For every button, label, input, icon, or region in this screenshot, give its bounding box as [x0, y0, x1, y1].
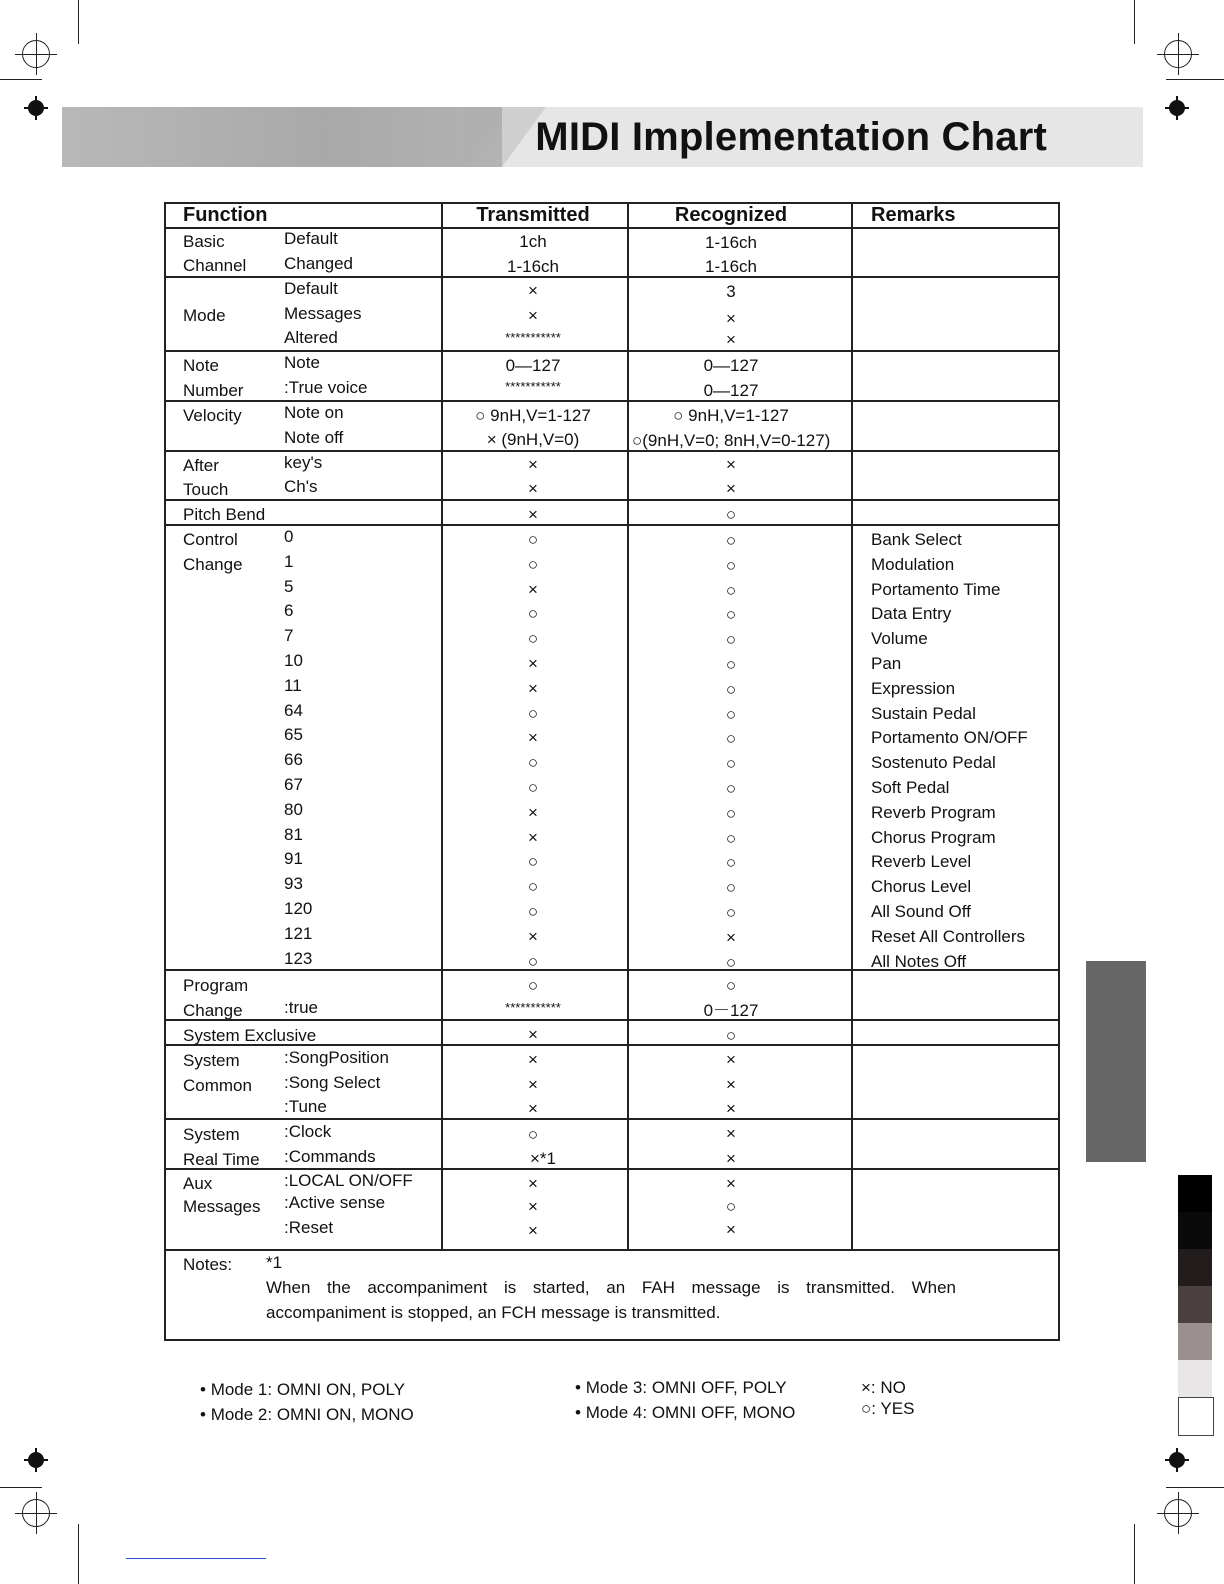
cc-number: 11	[284, 675, 302, 695]
remark-text: Modulation	[871, 554, 955, 574]
row-label: Touch	[183, 480, 229, 499]
row-sublabel: :Active sense	[284, 1193, 386, 1212]
remark-text: Chorus Program	[871, 827, 996, 847]
cc-number: 5	[284, 576, 294, 596]
cc-number: 123	[284, 948, 313, 968]
recognized-value: ○	[725, 531, 737, 550]
row-sublabel: key's	[284, 453, 323, 472]
row-label: Channel	[183, 256, 247, 275]
recognized-value: ○	[725, 828, 737, 848]
row-label: Note	[183, 356, 219, 375]
remark-text: Pan	[871, 654, 902, 673]
row-sublabel: :Commands	[284, 1147, 376, 1166]
recognized-value: ○	[725, 505, 737, 524]
row-sublabel: Note on	[284, 403, 344, 422]
recognized-value: ○	[725, 580, 737, 600]
color-swatch	[1178, 1397, 1214, 1436]
transmitted-value: ×	[528, 678, 538, 698]
recognized-value: 1-16ch	[705, 233, 757, 252]
row-sublabel: :True voice	[284, 378, 368, 397]
crop-mark	[0, 79, 42, 80]
row-label: Number	[183, 381, 244, 400]
transmitted-value: ×	[528, 505, 538, 524]
row-label: Program	[183, 976, 249, 995]
transmitted-value: ×	[528, 654, 538, 673]
transmitted-value: ×	[528, 1075, 538, 1094]
row-label: System Exclusive	[183, 1026, 317, 1045]
row-divider	[164, 450, 1060, 452]
recognized-value: 3	[726, 282, 736, 301]
cc-number: 120	[284, 899, 313, 918]
crop-mark	[1166, 79, 1224, 80]
recognized-value: ○	[725, 803, 737, 823]
row-label: Velocity	[183, 406, 242, 425]
remark-text: Bank Select	[871, 530, 962, 549]
transmitted-value: ×	[528, 802, 538, 822]
recognized-value: ×	[726, 1124, 736, 1143]
row-sublabel: Default	[284, 229, 338, 248]
notes-label: Notes:	[183, 1255, 233, 1274]
recognized-value: ×	[726, 1050, 736, 1069]
header-banner	[62, 107, 1143, 167]
header-function: Function	[183, 204, 268, 226]
registration-dot-icon	[1169, 100, 1185, 116]
crop-mark	[1134, 1524, 1135, 1584]
row-sublabel: :Song Select	[284, 1073, 381, 1092]
remark-text: All Notes Off	[871, 951, 967, 971]
recognized-value: 0—127	[703, 381, 759, 400]
crop-mark	[78, 0, 79, 44]
recognized-value: ○	[725, 555, 737, 575]
registration-mark-icon	[1164, 1499, 1192, 1527]
header-remarks: Remarks	[871, 204, 956, 226]
cc-number: 0	[284, 527, 294, 546]
legend-no: ×: NO	[861, 1378, 906, 1397]
row-label: Change	[183, 1001, 243, 1020]
transmitted-value: ○	[527, 852, 539, 872]
cc-number: 1	[284, 551, 294, 571]
remark-text: Reverb Level	[871, 852, 972, 872]
transmitted-value: ○	[527, 1125, 539, 1144]
row-sublabel: Messages	[284, 304, 362, 323]
cc-number: 65	[284, 725, 303, 745]
column-divider	[851, 202, 853, 1250]
recognized-value: ×	[726, 1099, 736, 1118]
row-sublabel: :true	[284, 998, 319, 1017]
transmitted-value: ×	[528, 1099, 538, 1118]
transmitted-value: ×	[528, 1197, 538, 1216]
recognized-value: ○	[725, 878, 737, 898]
recognized-value: ○(9nH,V=0; 8nH,V=0-127)	[632, 431, 831, 450]
row-label: System	[183, 1051, 240, 1070]
registration-dot-icon	[28, 100, 44, 116]
recognized-value: ○	[725, 679, 737, 699]
notes-text: accompaniment is stopped, an FCH message is transmitted.	[266, 1303, 721, 1322]
transmitted-value: ***********	[505, 1000, 561, 1015]
recognized-value: 0—127	[703, 356, 759, 375]
recognized-value: ×	[726, 330, 736, 349]
remark-text: Sustain Pedal	[871, 703, 976, 723]
color-swatch	[1178, 1360, 1212, 1397]
mode-2: Mode 2: OMNI ON, MONO	[210, 1405, 414, 1424]
remark-text: Reset All Controllers	[871, 926, 1026, 946]
row-label: Pitch Bend	[183, 505, 266, 524]
transmitted-value: ×	[528, 1221, 538, 1240]
legend-yes: ○: YES	[861, 1399, 915, 1418]
row-divider	[164, 1019, 1060, 1021]
color-swatch	[1178, 1249, 1212, 1286]
color-swatch	[1178, 1175, 1212, 1212]
recognized-value: 1-16ch	[705, 257, 757, 276]
row-divider	[164, 350, 1060, 352]
recognized-value: ×	[726, 1075, 736, 1094]
mode-legend-item: • Mode 2: OMNI ON, MONO	[200, 1405, 414, 1424]
cc-number: 67	[284, 775, 303, 794]
registration-mark-icon	[22, 40, 50, 68]
row-label: Change	[183, 555, 243, 574]
registration-dot-icon	[1169, 1452, 1185, 1468]
crop-mark	[1134, 0, 1135, 44]
transmitted-value: 1ch	[519, 232, 547, 251]
row-divider	[164, 400, 1060, 402]
row-sublabel: :Tune	[284, 1097, 327, 1116]
crop-mark	[1166, 1487, 1224, 1488]
recognized-value: ×	[726, 455, 736, 474]
transmitted-value: ○	[527, 703, 539, 723]
registration-mark-icon	[22, 1499, 50, 1527]
recognized-value: ○	[725, 903, 737, 922]
transmitted-value: × (9nH,V=0)	[486, 430, 580, 449]
section-tab	[1086, 961, 1146, 1162]
transmitted-value: ○	[527, 753, 539, 773]
mode-legend-item: • Mode 4: OMNI OFF, MONO	[575, 1403, 796, 1422]
transmitted-value: ×	[528, 579, 538, 599]
recognized-value: ×	[726, 1174, 736, 1193]
mode-legend-item: • Mode 3: OMNI OFF, POLY	[575, 1378, 787, 1397]
bottom-rule	[126, 1558, 266, 1559]
color-swatch	[1178, 1286, 1212, 1323]
transmitted-value: ○	[527, 877, 539, 897]
transmitted-value: ○	[527, 629, 539, 649]
registration-dot-icon	[28, 1452, 44, 1468]
row-divider	[164, 1168, 1060, 1170]
transmitted-value: ○	[527, 951, 539, 971]
mode-4: Mode 4: OMNI OFF, MONO	[585, 1403, 796, 1422]
remark-text: Portamento ON/OFF	[871, 728, 1028, 748]
transmitted-value: 0—127	[505, 356, 561, 375]
notes-ref: *1	[266, 1253, 283, 1272]
transmitted-value: 1-16ch	[507, 257, 559, 276]
transmitted-value: ×	[528, 1174, 538, 1193]
remark-text: Volume	[871, 629, 928, 649]
remark-text: All Sound Off	[871, 902, 971, 921]
row-label: After	[183, 456, 219, 475]
row-label: Basic	[183, 232, 225, 251]
recognized-value: ○	[725, 605, 737, 625]
row-divider	[164, 276, 1060, 278]
mode-3: Mode 3: OMNI OFF, POLY	[585, 1378, 787, 1397]
header-transmitted: Transmitted	[476, 204, 590, 226]
remark-text: Expression	[871, 678, 956, 698]
recognized-value: ○	[725, 729, 737, 749]
row-sublabel: Ch's	[284, 477, 318, 496]
row-sublabel: :LOCAL ON/OFF	[284, 1171, 413, 1190]
transmitted-value: ×	[528, 479, 538, 498]
transmitted-value: ***********	[505, 379, 561, 394]
transmitted-value: ○	[527, 902, 539, 921]
recognized-value: ○ 9nH,V=1-127	[673, 406, 789, 425]
column-divider	[627, 202, 629, 1250]
row-divider	[164, 524, 1060, 526]
transmitted-value: ×	[528, 926, 538, 946]
cc-number: 91	[284, 849, 303, 869]
remark-text: Portamento Time	[871, 579, 1001, 599]
row-sublabel: :Reset	[284, 1218, 334, 1237]
recognized-value: ○	[725, 630, 737, 650]
remark-text: Data Entry	[871, 604, 952, 624]
transmitted-value: ×	[528, 728, 538, 748]
transmitted-value: ×	[528, 1050, 538, 1069]
row-sublabel: Changed	[284, 254, 354, 273]
transmitted-value: ○	[527, 554, 539, 574]
recognized-value: ○	[725, 853, 737, 873]
row-divider	[164, 1249, 1060, 1251]
row-label: Common	[183, 1076, 252, 1095]
recognized-value: ×	[726, 927, 736, 947]
crop-mark	[78, 1524, 79, 1584]
row-sublabel: Altered	[284, 328, 338, 347]
row-label: System	[183, 1125, 240, 1144]
row-label: Real Time	[183, 1150, 260, 1169]
remark-text: Chorus Level	[871, 877, 972, 897]
transmitted-value: ○	[527, 530, 539, 549]
transmitted-value: ×	[528, 1025, 538, 1044]
color-swatch	[1178, 1212, 1212, 1249]
transmitted-value: ○	[527, 604, 539, 624]
cc-number: 66	[284, 750, 303, 770]
recognized-value: 0－127	[703, 1001, 759, 1020]
recognized-value: ×	[726, 479, 736, 498]
cc-number: 93	[284, 874, 303, 894]
transmitted-value: ×	[528, 455, 538, 474]
registration-mark-icon	[1164, 40, 1192, 68]
recognized-value: ×	[726, 1149, 736, 1168]
row-sublabel: Note off	[284, 428, 344, 447]
cc-number: 80	[284, 799, 303, 819]
row-divider	[164, 499, 1060, 501]
color-swatch	[1178, 1323, 1212, 1360]
header-recognized: Recognized	[674, 204, 788, 226]
crop-mark	[0, 1487, 42, 1488]
recognized-value: ○	[725, 976, 737, 995]
transmitted-value: ×	[528, 827, 538, 847]
transmitted-value: ○ 9nH,V=1-127	[475, 406, 591, 425]
recognized-value: ○	[725, 779, 737, 798]
cc-number: 7	[284, 626, 294, 646]
cc-number: 64	[284, 700, 303, 720]
row-divider	[164, 1118, 1060, 1120]
remark-text: Soft Pedal	[871, 778, 950, 797]
transmitted-value: ***********	[505, 330, 561, 345]
transmitted-value: ×	[528, 281, 538, 300]
cc-number: 81	[284, 824, 303, 844]
recognized-value: ○	[725, 952, 737, 972]
row-label: Mode	[183, 306, 226, 325]
recognized-value: ○	[725, 704, 737, 724]
transmitted-value: ×*1	[530, 1149, 556, 1168]
remark-text: Sostenuto Pedal	[871, 753, 996, 773]
recognized-value: ○	[725, 1026, 737, 1045]
cc-number: 10	[284, 651, 303, 670]
cc-number: 121	[284, 923, 313, 943]
recognized-value: ○	[725, 754, 737, 774]
cc-number: 6	[284, 601, 294, 621]
notes-text: When the accompaniment is started, an FAH message is transmitted. When	[266, 1278, 956, 1297]
recognized-value: ×	[726, 1220, 736, 1239]
remark-text: Reverb Program	[871, 802, 996, 822]
row-sublabel: Default	[284, 279, 338, 298]
row-sublabel: :SongPosition	[284, 1048, 389, 1067]
recognized-value: ○	[725, 655, 737, 674]
page-title: MIDI Implementation Chart	[535, 115, 1047, 159]
mode-1: Mode 1: OMNI ON, POLY	[210, 1380, 405, 1399]
row-sublabel: Note	[284, 353, 320, 372]
row-label: Control	[183, 530, 238, 549]
mode-legend-item: • Mode 1: OMNI ON, POLY	[200, 1380, 405, 1399]
column-divider	[441, 202, 443, 1250]
row-sublabel: :Clock	[284, 1122, 332, 1141]
row-label: Messages	[183, 1197, 261, 1216]
row-label: Aux	[183, 1174, 213, 1193]
transmitted-value: ○	[527, 976, 539, 995]
transmitted-value: ○	[527, 778, 539, 797]
recognized-value: ×	[726, 309, 736, 328]
transmitted-value: ×	[528, 306, 538, 325]
recognized-value: ○	[725, 1197, 737, 1216]
